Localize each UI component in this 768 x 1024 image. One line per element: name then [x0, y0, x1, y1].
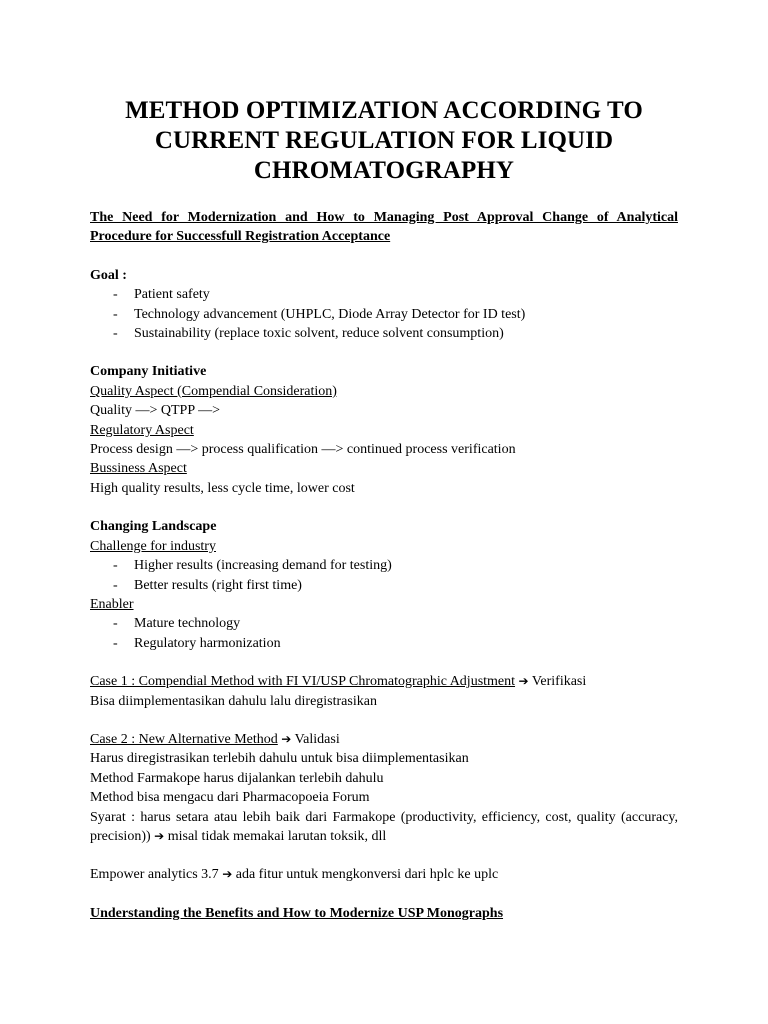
list-item: [90, 324, 678, 343]
changing-landscape-heading: Changing Landscape: [90, 519, 217, 535]
case2-syarat: [90, 808, 678, 847]
case1-label: Case 1 : Compendial Method with FI VI/USP Chromatographic Adjustment: [90, 674, 516, 690]
dash-bullet: -: [113, 306, 118, 322]
document-subtitle: The Need for Modernization and How to Managing Post Approval Change of Analytical Procedure for Successfull Registration Acceptance: [90, 210, 678, 245]
dash-bullet: -: [113, 326, 118, 342]
case1-section: [90, 672, 678, 711]
empower-section: [90, 865, 678, 884]
business-aspect-label: Bussiness Aspect: [90, 461, 187, 477]
changing-landscape-section: [90, 517, 678, 653]
case2-line2: Harus diregistrasikan terlebih dahulu untuk bisa diimplementasikan: [90, 751, 469, 767]
syarat-text: Syarat : harus setara atau lebih baik dari Farmakope (productivity, efficiency, cost, quality (accuracy, precision)): [90, 809, 678, 844]
dash-bullet: -: [113, 577, 118, 593]
dash-bullet: -: [113, 287, 118, 303]
enabler-label: Enabler: [90, 596, 134, 612]
final-section: [90, 904, 678, 923]
case2-line3: Method Farmakope harus dijalankan terlebih dahulu: [90, 770, 384, 786]
list-item-text: Mature technology: [134, 616, 241, 632]
list-item-text: Patient safety: [134, 287, 210, 303]
case1-result: Verifikasi: [531, 674, 587, 690]
arrow-right-icon: ➔: [281, 731, 292, 746]
case1-line: [90, 672, 678, 691]
regulatory-aspect-label: Regulatory Aspect: [90, 422, 194, 438]
quality-aspect-label: Quality Aspect (Compendial Consideration): [90, 383, 337, 399]
company-initiative-section: [90, 362, 678, 498]
arrow-right-icon: ➔: [222, 867, 233, 882]
business-line: High quality results, less cycle time, lower cost: [90, 480, 355, 496]
list-item-text: Regulatory harmonization: [134, 635, 281, 651]
dash-bullet: -: [113, 558, 118, 574]
final-heading: Understanding the Benefits and How to Modernize USP Monographs: [90, 905, 504, 921]
list-item: [90, 614, 678, 633]
case2-section: [90, 730, 678, 846]
list-item: [90, 556, 678, 575]
list-item-text: Better results (right first time): [134, 577, 302, 593]
document-title: METHOD OPTIMIZATION ACCORDING TO CURRENT REGULATION FOR LIQUID CHROMATOGRAPHY: [125, 97, 643, 184]
goal-section: [90, 266, 678, 344]
dash-bullet: -: [113, 616, 118, 632]
case1-line2: Bisa diimplementasikan dahulu lalu diregistrasikan: [90, 693, 377, 709]
empower-text: Empower analytics 3.7: [90, 867, 219, 883]
list-item: [90, 634, 678, 653]
goal-list: [90, 285, 678, 343]
syarat-end: misal tidak memakai larutan toksik, dll: [167, 828, 387, 844]
goal-heading: Goal :: [90, 267, 127, 283]
dash-bullet: -: [113, 635, 118, 651]
enabler-list: [90, 614, 678, 653]
challenge-list: [90, 556, 678, 595]
arrow-right-icon: ➔: [154, 828, 165, 843]
challenge-label: Challenge for industry: [90, 538, 216, 554]
empower-line: [90, 865, 678, 884]
case2-result: Validasi: [294, 731, 340, 747]
document-content: [90, 96, 678, 923]
list-item: [90, 576, 678, 595]
list-item: [90, 285, 678, 304]
list-item: [90, 305, 678, 324]
empower-rest: ada fitur untuk mengkonversi dari hplc ke uplc: [235, 867, 499, 883]
list-item-text: Sustainability (replace toxic solvent, reduce solvent consumption): [134, 326, 504, 342]
case2-label: Case 2 : New Alternative Method: [90, 731, 278, 747]
case2-line: [90, 730, 678, 749]
case2-line4: Method bisa mengacu dari Pharmacopoeia Forum: [90, 790, 370, 806]
company-initiative-heading: Company Initiative: [90, 364, 207, 380]
process-line: Process design —> process qualification —> continued process verification: [90, 442, 516, 458]
list-item-text: Higher results (increasing demand for testing): [134, 558, 392, 574]
arrow-right-icon: ➔: [518, 674, 529, 689]
quality-line: Quality —> QTPP —>: [90, 403, 220, 419]
list-item-text: Technology advancement (UHPLC, Diode Array Detector for ID test): [134, 306, 526, 322]
